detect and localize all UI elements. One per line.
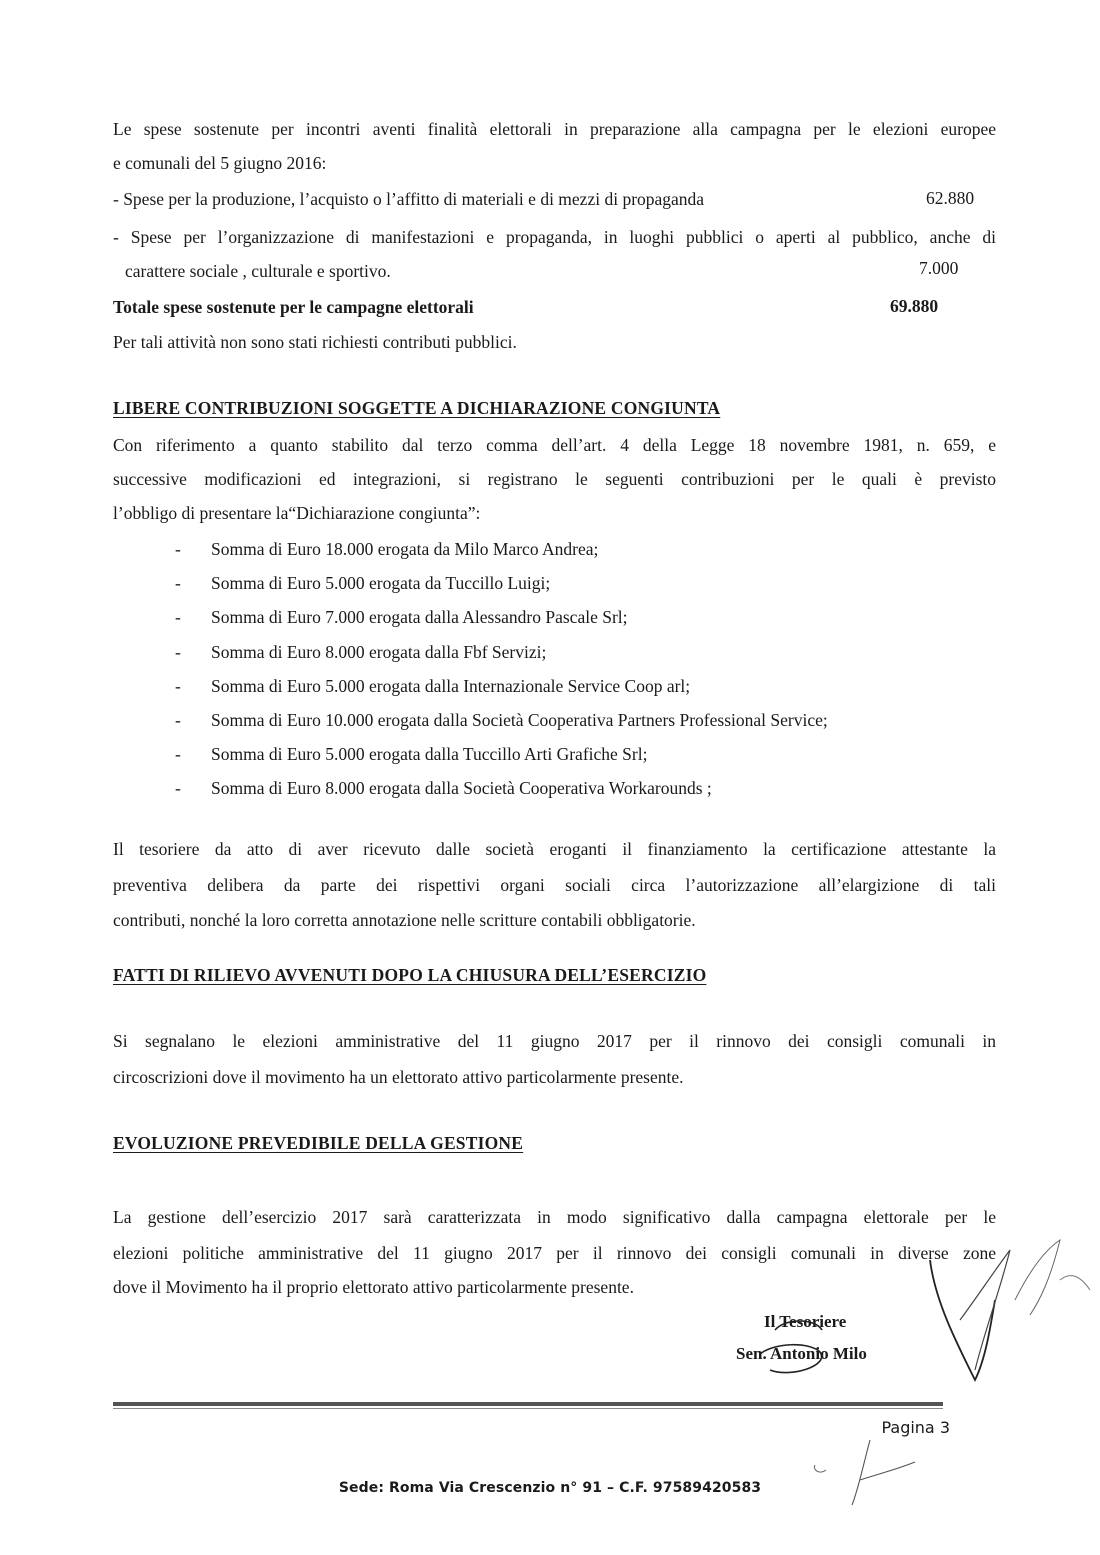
section3-line-1: La gestione dell’esercizio 2017 sarà caratterizzata in modo significativo dalla campagna elettorale per le — [113, 1207, 996, 1227]
no-public-contributions-note: Per tali attività non sono stati richiesti contributi pubblici. — [113, 332, 517, 352]
section1-para-line-1: Con riferimento a quanto stabilito dal terzo comma dell’art. 4 della Legge 18 novembre 1981, n. 659, e — [113, 435, 996, 455]
expense-1-text: - Spese per la produzione, l’acquisto o l’affitto di materiali e di mezzi di propaganda — [113, 189, 705, 209]
expense-2-line-1: - Spese per l’organizzazione di manifestazioni e propaganda, in luoghi pubblici o aperti al pubblico, anche di — [113, 227, 996, 247]
section1-closing-line-1: Il tesoriere da atto di aver ricevuto dalle società eroganti il finanziamento la certificazione attestante la — [113, 839, 996, 859]
expense-2-line-2: carattere sociale , culturale e sportivo. — [125, 261, 391, 281]
list-item: - Somma di Euro 10.000 erogata dalla Società Cooperativa Partners Professional Service; — [175, 709, 828, 730]
section-heading-libere-contribuzioni: LIBERE CONTRIBUZIONI SOGGETTE A DICHIARAZIONE CONGIUNTA — [113, 398, 721, 418]
total-label: Totale spese sostenute per le campagne elettorali — [113, 297, 474, 317]
expense-1-amount: 62.880 — [926, 188, 975, 208]
list-item: - Somma di Euro 8.000 erogata dalla Fbf Servizi; — [175, 641, 547, 662]
list-item: - Somma di Euro 5.000 erogata dalla Internazionale Service Coop arl; — [175, 675, 691, 696]
section2-line-2: circoscrizioni dove il movimento ha un elettorato attivo particolarmente presente. — [113, 1067, 684, 1087]
section1-closing-line-2: preventiva delibera da parte dei rispettivi organi sociali circa l’autorizzazione all’elargizione di tali — [113, 875, 996, 895]
list-item: - Somma di Euro 5.000 erogata da Tuccillo Luigi; — [175, 573, 551, 594]
section-heading-evoluzione: EVOLUZIONE PREVEDIBILE DELLA GESTIONE — [113, 1133, 524, 1153]
intro-line-1: Le spese sostenute per incontri aventi finalità elettorali in preparazione alla campagna per le elezioni europee — [113, 119, 996, 139]
section3-line-2: elezioni politiche amministrative del 11 giugno 2017 per il rinnovo dei consigli comunali in diverse zone — [113, 1243, 996, 1263]
section2-line-1: Si segnalano le elezioni amministrative del 11 giugno 2017 per il rinnovo dei consigli comunali in — [113, 1031, 996, 1051]
footer-rule-thin — [113, 1408, 943, 1409]
page-number: Pagina 3 — [881, 1418, 950, 1437]
footer-rule — [113, 1402, 943, 1406]
section3-line-3: dove il Movimento ha il proprio elettorato attivo particolarmente presente. — [113, 1277, 634, 1297]
section-heading-fatti-di-rilievo: FATTI DI RILIEVO AVVENUTI DOPO LA CHIUSURA DELL’ESERCIZIO — [113, 965, 707, 985]
footer-address: Sede: Roma Via Crescenzio n° 91 – C.F. 97589420583 — [338, 1480, 762, 1496]
signature-role: Il Tesoriere — [764, 1312, 847, 1331]
contributions-list — [175, 532, 828, 806]
total-amount: 69.880 — [890, 296, 939, 316]
list-item: - Somma di Euro 5.000 erogata dalla Tuccillo Arti Grafiche Srl; — [175, 744, 648, 765]
list-item: - Somma di Euro 8.000 erogata dalla Società Cooperativa Workarounds ; — [175, 778, 712, 799]
list-item: - Somma di Euro 7.000 erogata dalla Alessandro Pascale Srl; — [175, 607, 628, 628]
section1-closing-line-3: contributi, nonché la loro corretta annotazione nelle scritture contabili obbligatorie. — [113, 910, 696, 930]
section1-para-line-3: l’obbligo di presentare la“Dichiarazione congiunta”: — [113, 503, 481, 523]
intro-line-2: e comunali del 5 giugno 2016: — [113, 153, 327, 173]
expense-2-amount: 7.000 — [919, 258, 959, 278]
list-item: - Somma di Euro 18.000 erogata da Milo Marco Andrea; — [175, 539, 599, 559]
signature-name: Sen. Antonio Milo — [736, 1344, 867, 1363]
section1-para-line-2: successive modificazioni ed integrazioni, si registrano le seguenti contribuzioni per le quali è previsto — [113, 469, 996, 489]
